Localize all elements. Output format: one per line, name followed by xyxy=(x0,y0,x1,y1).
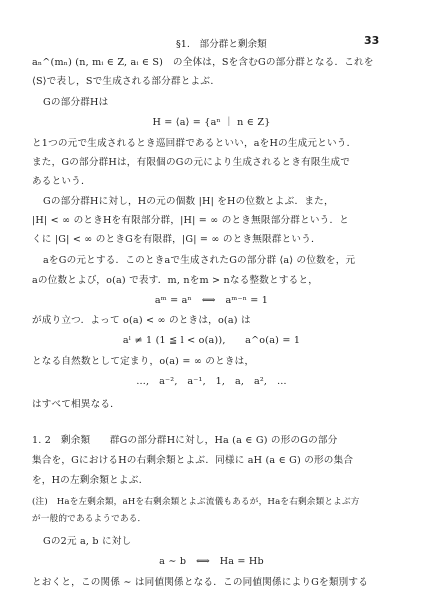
equation: aᵐ = aⁿ ⟺ aᵐ⁻ⁿ = 1 xyxy=(154,295,269,306)
text-line: くに |G| < ∞ のときGを有限群，|G| = ∞ のとき無限群という． xyxy=(32,234,321,245)
text-line: ⟨S⟩で表し，Sで生成される部分群とよぶ． xyxy=(32,76,221,87)
text-line: aの位数とよび，o(a) で表す．m, nをm > nなる整数とすると， xyxy=(32,275,319,286)
text-line: とおくと，この関係 ∼ は同値関係となる．この同値関係によりGを類別する xyxy=(32,577,369,588)
equation: a ∼ b ⟺ Ha = Hb xyxy=(159,556,264,567)
text-line: が成り立つ．よって o(a) < ∞ のときは，o(a) は xyxy=(32,315,251,326)
text-line: Gの部分群Hに対し，Hの元の個数 |H| をHの位数とよぶ．また， xyxy=(43,196,334,207)
text-line: を，Hの左剰余類とよぶ． xyxy=(32,475,149,486)
equation: …, a⁻², a⁻¹, 1, a, a², … xyxy=(136,376,287,387)
text-line: あるという． xyxy=(32,176,91,187)
section-heading-line: 1. 2 剰余類 群Gの部分群Hに対し，Ha (a ∈ G) の形のGの部分 xyxy=(32,435,338,446)
note-line: (注) Haを左剰余類，aHを右剰余類とよぶ流儀もあるが，Haを右剰余類とよぶ方 xyxy=(32,497,360,507)
text-line: となる自然数として定まり，o(a) = ∞ のときは， xyxy=(32,356,255,367)
text-line: aₙ^(mₙ) (n, mᵢ ∈ Z, aᵢ ∈ S) の全体は，Sを含むGの部分群となる．これを xyxy=(32,57,374,68)
equation: aˡ ≠ 1 (1 ≦ l < o(a)), a^o(a) = 1 xyxy=(122,335,301,346)
page-number: 33 xyxy=(364,34,380,47)
text-line: 集合を，GにおけるHの右剰余類とよぶ．同様に aH (a ∈ G) の形の集合 xyxy=(32,455,354,466)
text-line: はすべて相異なる． xyxy=(32,399,120,410)
equation: H = ⟨a⟩ = {aⁿ ｜ n ∈ Z} xyxy=(152,117,271,128)
text-line: Gの2元 a, b に対し xyxy=(43,536,132,547)
note-line: が一般的であるようである． xyxy=(32,514,147,524)
text-line: |H| < ∞ のときHを有限部分群，|H| = ∞ のとき無限部分群という．と xyxy=(32,215,350,226)
running-header-section: §1. 部分群と剰余類 xyxy=(176,39,267,50)
text-line: と1つの元で生成されるとき巡回群であるといい，aをHの生成元という． xyxy=(32,138,357,149)
text-line: aをGの元とする．このときaで生成されたGの部分群 ⟨a⟩ の位数を，元 xyxy=(43,255,356,266)
text-line: Gの部分群Hは xyxy=(43,97,109,108)
text-line: また，Gの部分群Hは，有限個のGの元により生成されるとき有限生成で xyxy=(32,157,351,168)
